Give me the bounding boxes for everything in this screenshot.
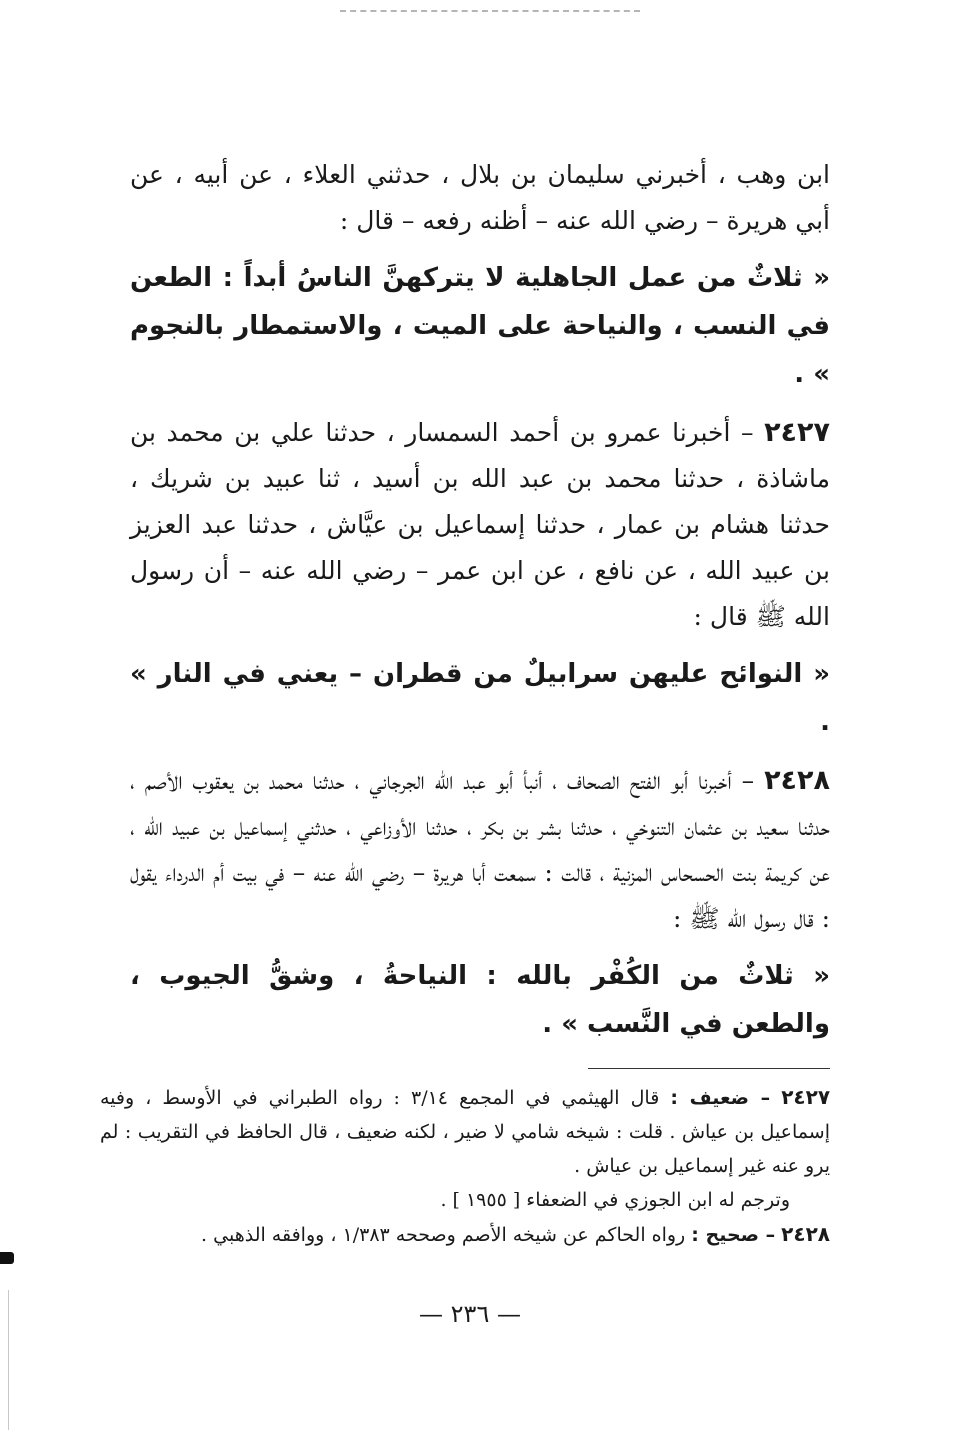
footnote-2428 — [100, 1217, 830, 1252]
footnote-divider — [588, 1068, 830, 1069]
continuation-text: ابن وهب ، أخبرني سليمان بن بلال ، حدثني العلاء ، عن أبيه ، عن أبي هريرة – رضي الله عنه – أظنه رفعه – قال : — [130, 160, 830, 235]
scan-edge-line — [8, 1290, 9, 1430]
footnotes — [100, 1080, 830, 1252]
footnote-text: رواه الحاكم عن شيخه الأصم وصححه ١/٣٨٣ ، ووافقه الذهبي . — [201, 1224, 686, 1246]
footnote-number: ٢٤٢٨ — [781, 1222, 830, 1246]
entry-2428 — [130, 758, 830, 942]
main-text — [130, 152, 830, 1060]
hadith-text-2427: « النوائح عليهن سرابيلٌ من قطران – يعني في النار » . — [130, 659, 830, 737]
entry-number: ٢٤٢٨ — [764, 765, 830, 796]
hadith-text-1: « ثلاثٌ من عمل الجاهلية لا يتركهنَّ الناسُ أبداً : الطعن في النسب ، والنياحة على الميت ، والاستمطار بالنجوم » . — [130, 263, 830, 389]
hadith-text-2428: « ثلاثٌ من الكُفْر بالله : النياحةُ ، وشقُّ الجيوب ، والطعن في النَّسب » . — [130, 961, 830, 1039]
footnote-grade: – ضعيف : — [670, 1087, 771, 1109]
entry-number: ٢٤٢٧ — [764, 417, 830, 448]
footnote-text: قال الهيثمي في المجمع ٣/١٤ : رواه الطبراني في الأوسط ، وفيه إسماعيل بن عياش . قلت : شيخه شامي لا ضير ، لكنه ضعيف ، قال الحافظ في التقريب : لم يرو عنه غير إسماعيل بن عياش . — [100, 1087, 830, 1177]
footnote-2427 — [100, 1080, 830, 1183]
top-dashed-rule — [340, 10, 640, 12]
entry-chain: – أخبرنا عمرو بن أحمد السمسار ، حدثنا علي بن محمد بن ماشاذة ، حدثنا محمد بن عبد الله بن أسيد ، ثنا عبيد بن شريك ، حدثنا هشام بن عمار ، حدثنا إسماعيل بن عيَّاش ، حدثنا عبد العزيز بن عبيد الله ، عن نافع ، عن ابن عمر – رضي الله عنه – أن رسول الله ﷺ قال : — [130, 418, 830, 631]
scan-edge-mark — [0, 1252, 14, 1264]
entry-chain: – أخبرنا أبو الفتح الصحاف ، أنبأ أبو عبد الله الجرجاني ، حدثنا محمد بن يعقوب الأصم ، حدثنا سعيد بن عثمان التنوخي ، حدثنا بشر بن بكر ، حدثنا الأوزاعي ، حدثني إسماعيل بن عبيد الله ، عن كريمة بنت الحسحاس المزنية ، قالت : سمعت أبا هريرة – رضي الله عنه – في بيت أم الدرداء يقول : قال رسول الله ﷺ : — [130, 766, 830, 933]
entry-2427 — [130, 410, 830, 640]
footnote-number: ٢٤٢٧ — [781, 1085, 831, 1109]
page-number: — ٢٣٦ — — [419, 1300, 521, 1328]
footnote-2427-note — [100, 1183, 830, 1217]
footnote-text: وترجم له ابن الجوزي في الضعفاء [ ١٩٥٥ ] . — [440, 1189, 790, 1211]
footnote-grade: – صحيح : — [691, 1224, 776, 1246]
